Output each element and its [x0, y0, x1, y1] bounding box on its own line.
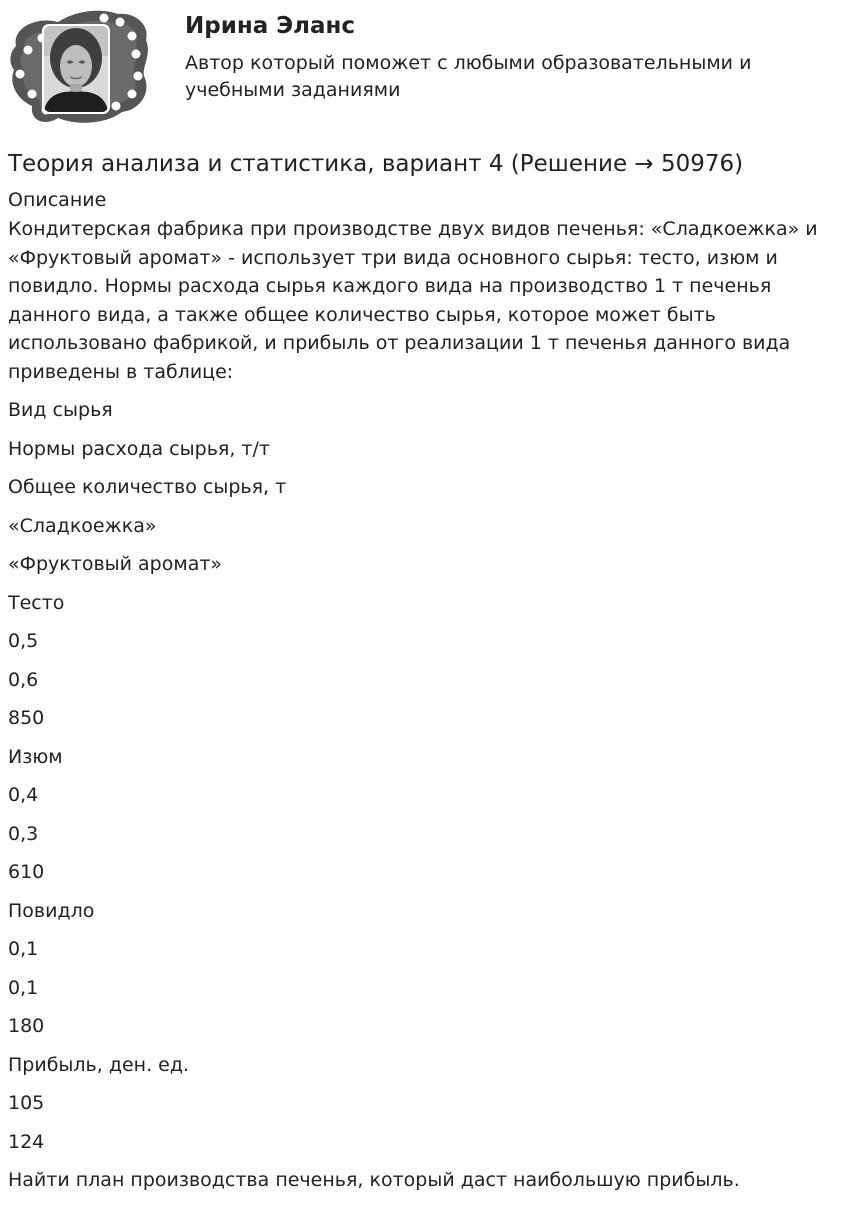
- page-title: Теория анализа и статистика, вариант 4 (Решение → 50976): [8, 151, 744, 177]
- table-cell: Нормы расхода сырья, т/т: [8, 437, 270, 460]
- table-cell: Повидло: [8, 899, 95, 922]
- table-cell: 105: [8, 1092, 45, 1114]
- author-name[interactable]: Ирина Эланс: [185, 13, 356, 39]
- author-bio: Автор который поможет с любыми образовательными и учебными заданиями: [185, 52, 752, 101]
- table-cell: «Фруктовый аромат»: [8, 553, 223, 575]
- raw-material-table: [8, 397, 833, 1167]
- description-label: Описание: [8, 189, 107, 211]
- table-cell: Изюм: [8, 745, 63, 768]
- author-avatar[interactable]: [6, 6, 152, 128]
- task-text: Найти план производства печенья, который даст наибольшую прибыль.: [8, 1169, 740, 1191]
- table-cell: Прибыль, ден. ед.: [8, 1053, 190, 1076]
- table-cell: 0,3: [8, 822, 39, 845]
- table-cell: 0,1: [8, 938, 39, 960]
- table-cell: «Сладкоежка»: [8, 514, 157, 537]
- author-header: [0, 0, 847, 135]
- table-cell: 124: [8, 1130, 45, 1153]
- film-reel-frame-icon: [6, 6, 152, 128]
- table-cell: 0,5: [8, 630, 39, 652]
- table-cell: Общее количество сырья, т: [8, 476, 287, 498]
- table-cell: 610: [8, 861, 45, 883]
- table-cell: 0,6: [8, 668, 39, 691]
- table-cell: 850: [8, 707, 45, 729]
- table-cell: Тесто: [8, 591, 65, 614]
- table-cell: 180: [8, 1015, 45, 1037]
- table-cell: 0,4: [8, 784, 39, 806]
- table-cell: 0,1: [8, 976, 39, 999]
- description-text: Кондитерская фабрика при производстве двух видов печенья: «Сладкоежка» и «Фруктовый аромат» - использует три вида основного сырья: тесто, изюм и повидло. Нормы расхода сырья каждого вида на производство 1 т печенья данного вида, а также общее количество сырья, которое может быть использовано фабрикой, и прибыль от реализации 1 т печенья данного вида приведены в таблице:: [8, 218, 818, 383]
- table-cell: Вид сырья: [8, 399, 113, 421]
